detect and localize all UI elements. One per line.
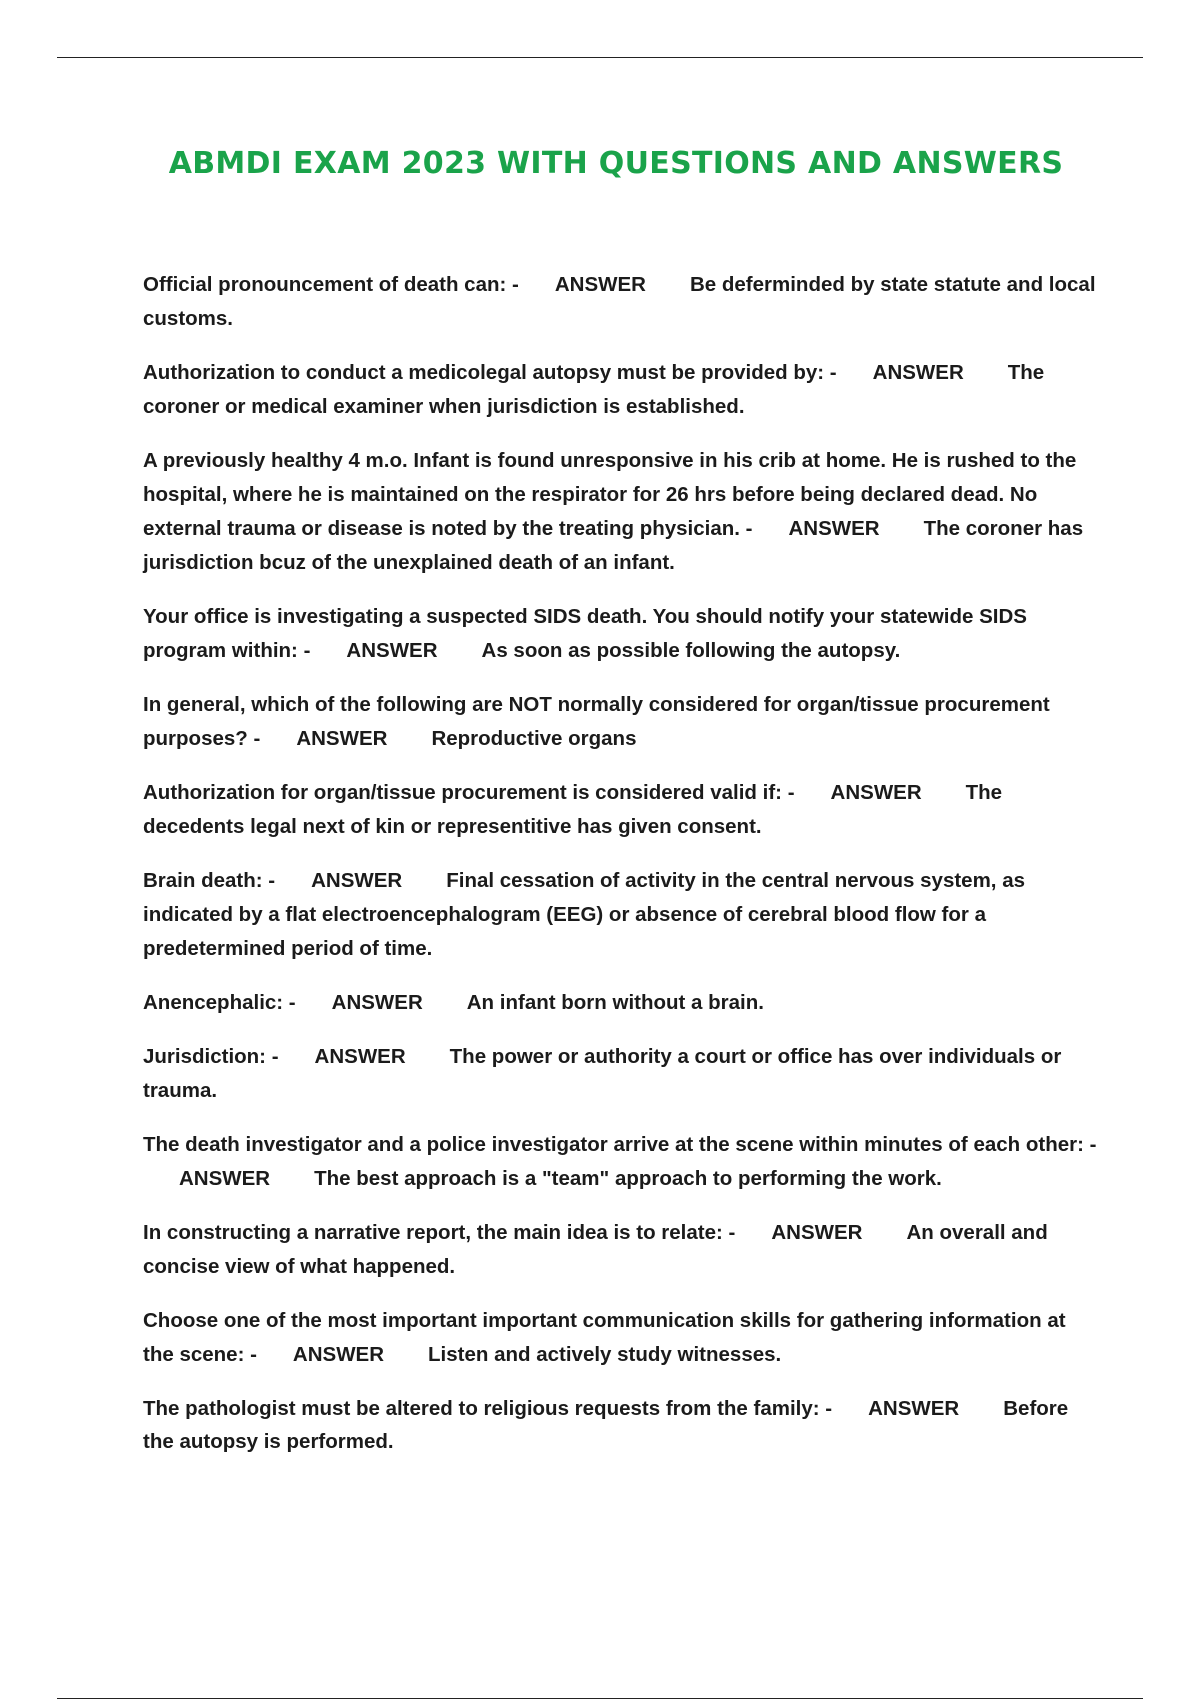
answer-label: ANSWER: [868, 1397, 960, 1420]
qa-item-12: [143, 1304, 1098, 1372]
answer-label: ANSWER: [314, 1045, 406, 1068]
question-text: Official pronouncement of death can: -: [143, 273, 519, 296]
qa-item-13: [143, 1392, 1098, 1458]
document-title: ABMDI EXAM 2023 WITH QUESTIONS AND ANSWERS: [168, 146, 1064, 181]
answer-label: ANSWER: [331, 991, 423, 1014]
question-text: In constructing a narrative report, the main idea is to relate: -: [143, 1221, 736, 1244]
answer-text: The decedents legal next of kin or representitive has given consent.: [143, 781, 1003, 838]
qa-list: [143, 268, 1098, 1478]
answer-text: The best approach is a "team" approach to performing the work.: [314, 1167, 942, 1190]
qa-item-10: [143, 1128, 1098, 1196]
qa-item-3: [143, 444, 1098, 580]
answer-text: An infant born without a brain.: [466, 991, 764, 1014]
qa-item-5: [143, 688, 1098, 756]
answer-label: ANSWER: [311, 869, 403, 892]
question-text: Your office is investigating a suspected SIDS death. You should notify your statewide SIDS program within: -: [143, 605, 1027, 662]
question-text: The death investigator and a police investigator arrive at the scene within minutes of each other: -: [143, 1133, 1097, 1156]
top-rule: [57, 57, 1143, 58]
answer-label: ANSWER: [296, 727, 388, 750]
answer-text: As soon as possible following the autopsy.: [481, 639, 901, 662]
qa-item-8: [143, 986, 1098, 1020]
answer-text: The coroner has jurisdiction bcuz of the unexplained death of an infant.: [143, 517, 1084, 574]
answer-text: The power or authority a court or office has over individuals or trauma.: [143, 1045, 1062, 1102]
question-text: Brain death: -: [143, 869, 276, 892]
question-text: Authorization for organ/tissue procurement is considered valid if: -: [143, 781, 795, 804]
answer-text: The coroner or medical examiner when jurisdiction is established.: [143, 361, 1045, 418]
question-text: Authorization to conduct a medicolegal autopsy must be provided by: -: [143, 361, 837, 384]
question-text: Anencephalic: -: [143, 991, 296, 1014]
answer-text: Be deferminded by state statute and local customs.: [143, 273, 1096, 330]
qa-item-2: [143, 356, 1098, 424]
answer-label: ANSWER: [179, 1167, 271, 1190]
answer-text: An overall and concise view of what happened.: [143, 1221, 1048, 1278]
answer-text: Before the autopsy is performed.: [143, 1397, 1069, 1453]
answer-label: ANSWER: [346, 639, 438, 662]
qa-item-7: [143, 864, 1098, 966]
question-text: In general, which of the following are NOT normally considered for organ/tissue procurement purposes? -: [143, 693, 1050, 750]
qa-item-4: [143, 600, 1098, 668]
qa-item-9: [143, 1040, 1098, 1108]
answer-label: ANSWER: [292, 1343, 385, 1366]
qa-item-6: [143, 776, 1098, 844]
answer-text: Final cessation of activity in the central nervous system, as indicated by a flat electroencephalogram (EEG) or absence of cerebral blood flow for a predetermined period of time.: [143, 869, 1025, 960]
answer-text: Reproductive organs: [431, 727, 637, 750]
answer-label: ANSWER: [554, 273, 646, 296]
qa-item-1: [143, 268, 1098, 336]
answer-text: Listen and actively study witnesses.: [428, 1343, 782, 1366]
answer-label: ANSWER: [872, 361, 964, 384]
answer-label: ANSWER: [830, 781, 922, 804]
question-text: A previously healthy 4 m.o. Infant is found unresponsive in his crib at home. He is rushed to the hospital, where he is maintained on the respirator for 26 hrs before being declared dead. No external trauma or disease is noted by the treating physician. -: [143, 449, 1077, 540]
bottom-rule: [57, 1698, 1143, 1699]
qa-item-11: [143, 1216, 1098, 1284]
answer-label: ANSWER: [788, 517, 880, 540]
answer-label: ANSWER: [771, 1221, 863, 1244]
question-text: Choose one of the most important important communication skills for gathering information at the scene: -: [143, 1309, 1066, 1366]
question-text: The pathologist must be altered to religious requests from the family: -: [143, 1397, 833, 1420]
question-text: Jurisdiction: -: [143, 1045, 279, 1068]
